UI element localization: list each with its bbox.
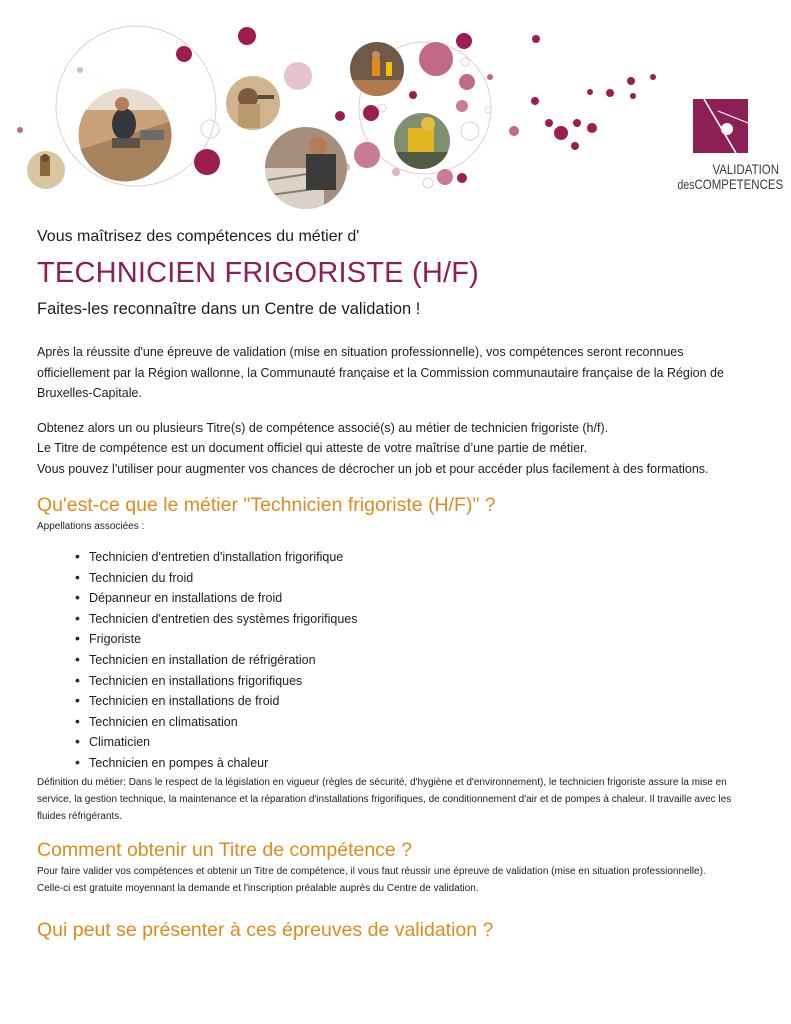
page-title: TECHNICIEN FRIGORISTE (H/F)	[37, 257, 479, 289]
paragraph-titles	[37, 418, 753, 480]
obtenir-paragraph-2: Celle-ci est gratuite moyennant la demande et l'inscription préalable auprès du Centre de validation.	[37, 882, 479, 894]
logo-line-2	[677, 176, 784, 192]
appellations-label: Appellations associées :	[37, 521, 145, 532]
intro-text: Vous maîtrisez des compétences du métier d'	[37, 228, 360, 245]
appellations-list	[75, 547, 753, 774]
obtenir-paragraph-1: Pour faire valider vos compétences et obtenir un Titre de compétence, il vous faut réussir une épreuve de validation (mise en situation professionnelle).	[37, 865, 706, 877]
metier-definition: Définition du métier: Dans le respect de la législation en vigueur (règles de sécurité, d'hygiène et d'environnement), le technicien frigoriste assure la mise en service, la gestion technique, la maintenance et la réparation d'installations frigorifiques, de conditionnement d'air et de pompes à chaleur. Il travaille avec les fluides réfrigérants.	[37, 776, 732, 822]
logo-line-2-prefix: des	[677, 177, 695, 192]
paragraph-recognition: Après la réussite d'une épreuve de validation (mise en situation professionnelle), vos compétences seront reconnues officiellement par la Région wallonne, la Communauté française et la Commission communautaire française de la Région de Bruxelles-Capitale.	[37, 345, 724, 400]
logo-line-1: VALIDATION	[712, 161, 779, 177]
list-item: • Technicien en climatisation	[75, 712, 753, 733]
paragraph-titles-line-3: Vous pouvez l'utiliser pour augmenter vos chances de décrocher un job et pour accéder plus facilement à des formations.	[37, 461, 709, 476]
worker-outdoor-site-photo	[350, 42, 404, 96]
worker-tiling-photo	[26, 150, 66, 190]
logo-line-2-main: COMPETENCES	[694, 176, 784, 192]
list-item: • Technicien en installation de réfrigération	[75, 650, 753, 671]
main-content	[37, 226, 753, 943]
list-item: • Technicien en pompes à chaleur	[75, 753, 753, 774]
validation-logo-mark	[693, 99, 748, 153]
header-banner	[0, 0, 791, 215]
list-item: • Technicien en installations frigorifiques	[75, 671, 753, 692]
list-item: • Technicien d'entretien des systèmes frigorifiques	[75, 609, 753, 630]
worker-welding-photo	[394, 113, 450, 169]
list-item: • Technicien en installations de froid	[75, 691, 753, 712]
list-item: • Technicien du froid	[75, 568, 753, 589]
list-item: • Climaticien	[75, 732, 753, 753]
section-heading-obtenir: Comment obtenir un Titre de compétence ?	[37, 838, 413, 861]
section-heading-metier: Qu'est-ce que le métier "Technicien frigoriste (H/F)" ?	[37, 494, 496, 516]
list-item: • Technicien d'entretien d'installation frigorifique	[75, 547, 753, 568]
page-subtitle: Faites-les reconnaître dans un Centre de validation !	[37, 300, 421, 318]
validation-logo-text	[677, 161, 784, 192]
worker-cutting-stone-photo	[264, 126, 348, 210]
paragraph-titles-line-2: Le Titre de compétence est un document officiel qui atteste de votre maîtrise d’une partie de métier.	[37, 441, 588, 455]
worker-plastering-photo	[225, 75, 281, 131]
section-heading-qui: Qui peut se présenter à ces épreuves de validation ?	[37, 918, 494, 941]
paragraph-titles-line-1: Obtenez alors un ou plusieurs Titre(s) de compétence associé(s) au métier de technicien frigoriste (h/f).	[37, 420, 609, 435]
worker-sawing-floor-photo	[75, 85, 178, 185]
list-item: • Dépanneur en installations de froid	[75, 588, 753, 609]
list-item: • Frigoriste	[75, 629, 753, 650]
